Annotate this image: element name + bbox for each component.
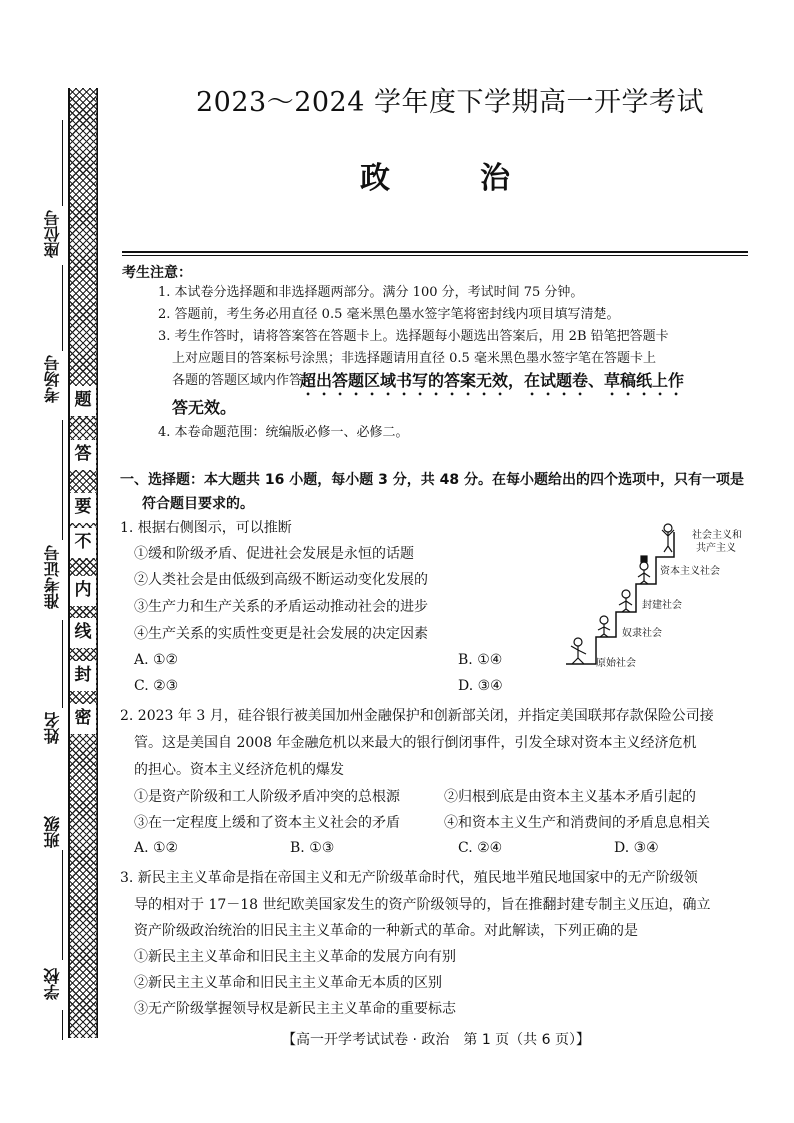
diagram-label: 资本主义社会 <box>660 566 720 577</box>
seal-char: 不 <box>74 532 92 552</box>
q1-choice-d[interactable]: D. ③④ <box>458 678 503 694</box>
q3-stem-line: 资产阶级政治统治的旧民主主义革命的一种新式的革命。对此解读，下列正确的是 <box>134 923 638 939</box>
q1-option: ②人类社会是由低级到高级不断运动变化发展的 <box>134 572 428 588</box>
seal-char: 要 <box>74 497 92 517</box>
q3-stem-line: 导的相对于 17－18 世纪欧美国家发生的资产阶级领导的，旨在推翻封建专制主义压迫，确立 <box>134 897 711 913</box>
name-line[interactable] <box>62 620 63 708</box>
diagram-label: 社会主义和 <box>692 530 742 541</box>
page-footer: 【高一开学考试试卷 · 政治 第 1 页（共 6 页）】 <box>282 1032 590 1048</box>
header-rule <box>122 251 748 253</box>
q2-option: ④和资本主义生产和消费间的矛盾息息相关 <box>444 815 710 831</box>
q3-stem-line: 3. 新民主主义革命是指在帝国主义和无产阶级革命时代，殖民地半殖民地国家中的无产阶级领 <box>120 870 698 886</box>
header-rule-thin <box>122 255 748 256</box>
q1-option: ③生产力和生产关系的矛盾运动推动社会的进步 <box>134 599 428 615</box>
q2-choice-b[interactable]: B. ①③ <box>290 840 335 856</box>
q2-choice-c[interactable]: C. ②④ <box>458 840 503 856</box>
society-stairs-diagram <box>556 512 756 672</box>
notice-item: 4. 本卷命题范围：统编版必修一、必修二。 <box>158 425 409 440</box>
figure-head-icon <box>664 524 672 532</box>
figure-head-icon <box>574 638 582 646</box>
subject-title: 政 治 <box>360 161 540 196</box>
q1-option: ①缓和阶级矛盾、促进社会发展是永恒的话题 <box>134 546 414 562</box>
notice-item-part: 各题的答题区域内作答， <box>172 373 316 388</box>
name-label: 姓名 <box>43 712 62 744</box>
seal-char: 密 <box>74 708 92 728</box>
q1-choice-c[interactable]: C. ②③ <box>134 678 179 694</box>
diagram-label: 奴隶社会 <box>622 628 662 639</box>
seat-number-label: 座位号 <box>43 210 62 258</box>
diagram-label: 封建社会 <box>642 600 682 611</box>
q2-choice-d[interactable]: D. ③④ <box>614 840 659 856</box>
seal-char: 答 <box>74 444 92 464</box>
figure-head-icon <box>600 616 608 624</box>
admission-number-label: 准考证号 <box>43 545 62 609</box>
notice-emphasis: 超出答题区域书写的答案无效，在试题卷、草稿纸上作 <box>300 371 685 390</box>
notice-item: 上对应题目的答案标号涂黑；非选择题请用直径 0.5 毫米黑色墨水签字笔在答题卡上 <box>172 351 656 366</box>
seal-char: 内 <box>74 580 92 600</box>
q1-option: ④生产关系的实质性变更是社会发展的决定因素 <box>134 626 428 642</box>
q2-option: ③在一定程度上缓和了资本主义社会的矛盾 <box>134 815 400 831</box>
diagram-label: 共产主义 <box>696 543 736 554</box>
q2-stem-line: 2. 2023 年 3 月，硅谷银行被美国加州金融保护和创新部关闭，并指定美国联邦存款保险公司接 <box>120 708 714 724</box>
school-label: 学校 <box>43 968 62 1000</box>
admission-number-line[interactable] <box>62 420 63 540</box>
figure-head-icon <box>622 590 630 598</box>
q2-stem-line: 管。这是美国自 2008 年金融危机以来最大的银行倒闭事件，引发全球对资本主义经济危机 <box>134 735 697 751</box>
notice-heading: 考生注意： <box>122 265 192 281</box>
exam-title: 2023～2024 学年度下学期高一开学考试 <box>195 87 704 118</box>
notice-item: 2. 答题前，考生务必用直径 0.5 毫米黑色墨水签字笔将密封线内项目填写清楚。 <box>158 307 620 322</box>
seal-dashed-line <box>96 90 97 1038</box>
q2-option: ②归根到底是由资本主义基本矛盾引起的 <box>444 789 696 805</box>
q2-option: ①是资产阶级和工人阶级矛盾冲突的总根源 <box>134 789 400 805</box>
binding-strip <box>68 88 98 1038</box>
feudal-figure-icon <box>619 598 632 612</box>
q2-stem-line: 的担心。资本主义经济危机的爆发 <box>134 762 344 778</box>
diagram-label: 原始社会 <box>596 658 636 669</box>
q3-option: ③无产阶级掌握领导权是新民主主义革命的重要标志 <box>134 1001 456 1017</box>
socialist-figure-icon <box>662 530 674 552</box>
q3-option: ②新民主主义革命和旧民主主义革命无本质的区别 <box>134 975 442 991</box>
q3-option: ①新民主主义革命和旧民主主义革命的发展方向有别 <box>134 949 456 965</box>
section-heading <box>120 468 750 516</box>
notice-emphasis-end: 答无效。 <box>172 398 237 417</box>
section-heading-line1: 一、选择题：本大题共 16 小题，每小题 3 分，共 48 分。在每小题给出的四个选项中，只有一项是 <box>120 472 744 488</box>
seal-char: 题 <box>74 390 92 410</box>
seal-char: 线 <box>74 622 92 642</box>
slave-figure-icon <box>598 624 610 637</box>
seal-char: 封 <box>74 665 92 685</box>
q2-choice-a[interactable]: A. ①② <box>134 840 179 856</box>
class-line[interactable] <box>62 850 63 960</box>
notice-item: 3. 考生作答时，请将答案答在答题卡上。选择题每小题选出答案后，用 2B 铅笔把答题卡 <box>158 329 669 344</box>
primitive-figure-icon <box>571 646 586 664</box>
capitalist-figure-icon <box>638 570 650 584</box>
figure-head-icon <box>640 562 648 570</box>
seat-number-line[interactable] <box>62 120 63 206</box>
exam-room-label: 考场号 <box>43 355 62 403</box>
notice-item: 1. 本试卷分选择题和非选择题两部分。满分 100 分，考试时间 75 分钟。 <box>158 285 584 300</box>
school-line[interactable] <box>62 1010 63 1040</box>
class-label: 班级 <box>43 816 62 848</box>
q1-choice-a[interactable]: A. ①② <box>134 652 179 668</box>
exam-room-line[interactable] <box>62 265 63 351</box>
section-heading-line2: 符合题目要求的。 <box>142 496 254 512</box>
q1-stem: 1. 根据右侧图示，可以推断 <box>120 520 292 536</box>
q1-choice-b[interactable]: B. ①④ <box>458 652 503 668</box>
top-hat-icon <box>641 556 647 562</box>
